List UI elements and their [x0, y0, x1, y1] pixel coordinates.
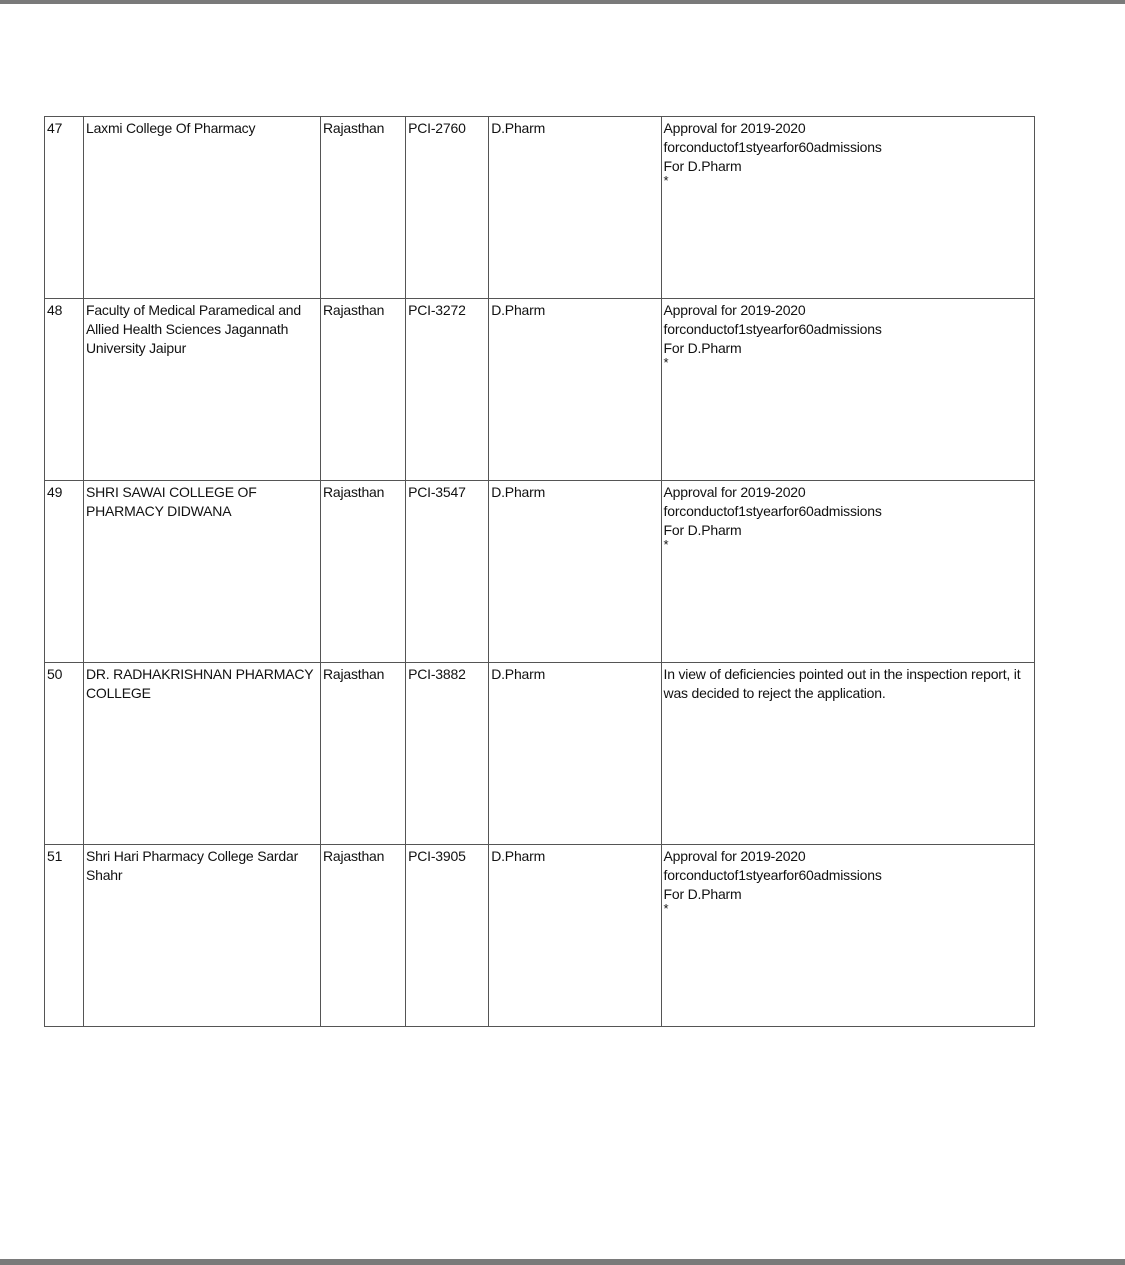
- table-row: [45, 117, 1035, 299]
- table-row: [45, 663, 1035, 845]
- decision-line: Approval for 2019-2020: [663, 484, 806, 500]
- institution-name: SHRI SAWAI COLLEGE OF PHARMACY DIDWANA: [83, 481, 320, 663]
- asterisk-mark: *: [663, 901, 669, 916]
- decision-line: For D.Pharm: [663, 522, 742, 538]
- course: D.Pharm: [489, 845, 661, 1027]
- course: D.Pharm: [489, 663, 661, 845]
- decision-line: Approval for 2019-2020: [663, 120, 806, 136]
- decision: [661, 299, 1034, 481]
- serial-number: 51: [45, 845, 84, 1027]
- asterisk-mark: *: [663, 355, 669, 370]
- pci-id: PCI-3882: [406, 663, 489, 845]
- course: D.Pharm: [489, 299, 661, 481]
- state: Rajasthan: [320, 663, 405, 845]
- decision-line: Approval for 2019-2020: [663, 302, 806, 318]
- serial-number: 49: [45, 481, 84, 663]
- course: D.Pharm: [489, 117, 661, 299]
- asterisk-mark: *: [663, 173, 669, 188]
- decision: [661, 663, 1034, 845]
- decision-line: For D.Pharm: [663, 340, 742, 356]
- decision-line: forconductof1styearfor60admissions: [663, 503, 882, 519]
- pci-id: PCI-3547: [406, 481, 489, 663]
- decision-text: In view of deficiencies pointed out in the inspection report, it was decided to reject the application.: [663, 666, 1021, 701]
- state: Rajasthan: [320, 117, 405, 299]
- decision-line: forconductof1styearfor60admissions: [663, 321, 882, 337]
- pci-id: PCI-3905: [406, 845, 489, 1027]
- page-bottom-border: [0, 1259, 1125, 1265]
- decision-line: Approval for 2019-2020: [663, 848, 806, 864]
- serial-number: 48: [45, 299, 84, 481]
- decision: [661, 117, 1034, 299]
- institution-name: DR. RADHAKRISHNAN PHARMACY COLLEGE: [83, 663, 320, 845]
- decision: [661, 845, 1034, 1027]
- decision-line: forconductof1styearfor60admissions: [663, 139, 882, 155]
- decision-line: For D.Pharm: [663, 158, 742, 174]
- table-row: [45, 481, 1035, 663]
- serial-number: 50: [45, 663, 84, 845]
- page-top-border: [0, 0, 1125, 4]
- decision: [661, 481, 1034, 663]
- state: Rajasthan: [320, 299, 405, 481]
- table-row: [45, 299, 1035, 481]
- institution-name: Laxmi College Of Pharmacy: [83, 117, 320, 299]
- institution-name: Shri Hari Pharmacy College Sardar Shahr: [83, 845, 320, 1027]
- decision-line: forconductof1styearfor60admissions: [663, 867, 882, 883]
- state: Rajasthan: [320, 481, 405, 663]
- state: Rajasthan: [320, 845, 405, 1027]
- asterisk-mark: *: [663, 537, 669, 552]
- pci-id: PCI-3272: [406, 299, 489, 481]
- pci-id: PCI-2760: [406, 117, 489, 299]
- table-row: [45, 845, 1035, 1027]
- decision-line: For D.Pharm: [663, 886, 742, 902]
- serial-number: 47: [45, 117, 84, 299]
- approval-table: [44, 116, 1035, 1027]
- course: D.Pharm: [489, 481, 661, 663]
- institution-name: Faculty of Medical Paramedical and Allied Health Sciences Jagannath University Jaipur: [83, 299, 320, 481]
